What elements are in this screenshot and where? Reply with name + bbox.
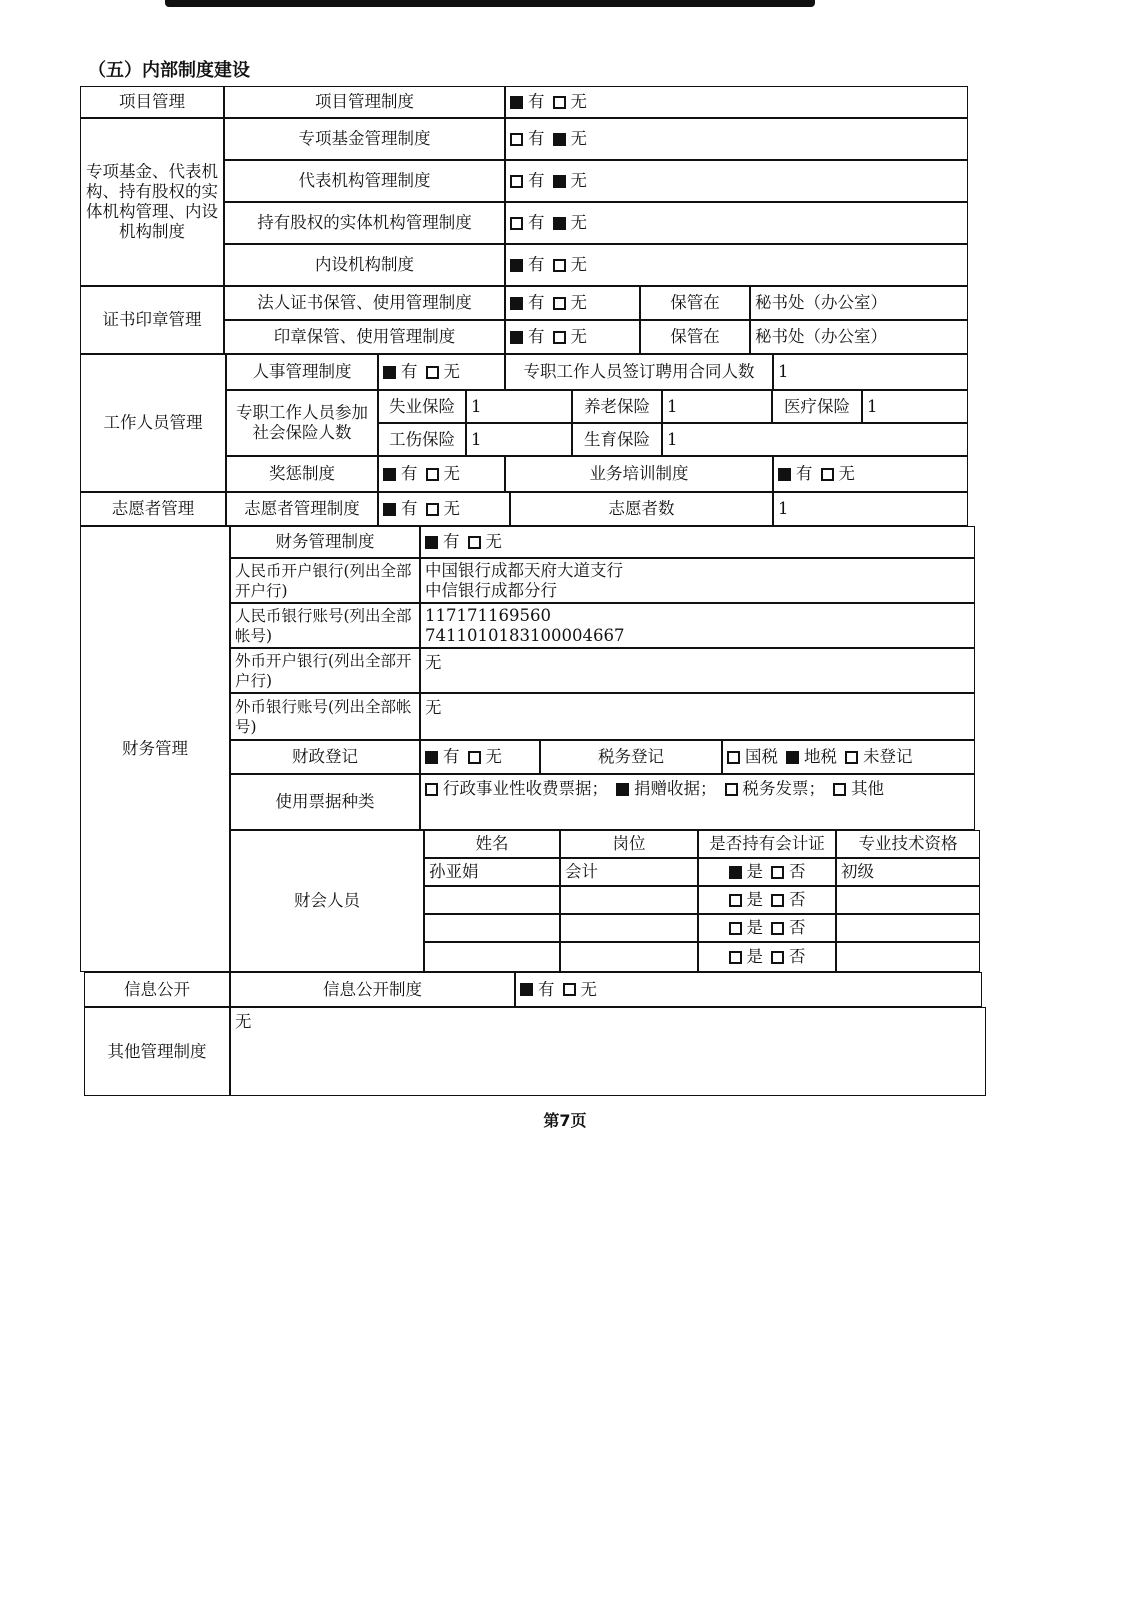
medical-value: 1: [862, 390, 968, 423]
receipt-type: [420, 774, 975, 830]
accountant-post: [560, 886, 698, 914]
category-seal: 证书印章管理: [80, 286, 224, 354]
category-finance: 财务管理: [80, 526, 230, 972]
yes-no-choice: [510, 293, 587, 313]
medical-label: 医疗保险: [772, 390, 862, 423]
seal-row-label: 印章保管、使用管理制度: [224, 320, 505, 354]
yes-label: 有: [401, 499, 418, 518]
yes-label: 有: [528, 129, 545, 148]
yes-label: 有: [528, 213, 545, 232]
checkbox-no[interactable]: [553, 331, 566, 344]
maternity-label: 生育保险: [572, 423, 662, 456]
line-text: 中国银行成都天府大道支行: [425, 560, 623, 580]
checkbox-yes[interactable]: [383, 366, 396, 379]
yes-label: 有: [401, 464, 418, 483]
special-row-label: 持有股权的实体机构管理制度: [224, 202, 505, 244]
line-text: 中信银行成都分行: [425, 580, 557, 600]
unemployment-value: 1: [466, 390, 572, 423]
no-label: 无: [443, 464, 460, 483]
yes-label: 有: [528, 171, 545, 190]
special-row-value: [505, 118, 968, 160]
no-label: 无: [485, 532, 502, 551]
injury-label: 工伤保险: [378, 423, 466, 456]
option-label: 捐赠收据；: [634, 779, 717, 798]
special-row-label: 专项基金管理制度: [224, 118, 505, 160]
maternity-value: 1: [662, 423, 968, 456]
is-not-choice: [729, 947, 806, 967]
category-staff: 工作人员管理: [80, 354, 226, 492]
yes-no-choice: [520, 980, 597, 1000]
section-title: （五）内部制度建设: [88, 60, 250, 81]
reward-system-value: [378, 456, 505, 492]
is-label: 是: [746, 890, 763, 909]
keeper-label: 保管在: [640, 320, 750, 354]
finance-system-value: [420, 526, 975, 558]
fiscal-registration-value: [420, 740, 540, 774]
special-row-value: [505, 244, 968, 286]
finance-system-label: 财务管理制度: [230, 526, 420, 558]
fx-account-label: 外币银行账号(列出全部帐号): [230, 693, 420, 740]
checkbox-option[interactable]: [786, 751, 799, 764]
special-row-label: 内设机构制度: [224, 244, 505, 286]
volunteer-count-value: 1: [773, 492, 968, 526]
special-row-label: 代表机构管理制度: [224, 160, 505, 202]
checkbox-no[interactable]: [553, 259, 566, 272]
certificate-choice: [698, 914, 836, 942]
is-not-choice: [729, 918, 806, 938]
rmb-account-list: [420, 603, 975, 648]
checkbox-no[interactable]: [468, 536, 481, 549]
is-not-choice: [729, 862, 806, 882]
volunteer-system-label: 志愿者管理制度: [226, 492, 378, 526]
accountant-name: [424, 914, 560, 942]
tax-registration-options: [727, 747, 913, 767]
yes-no-choice: [510, 92, 587, 112]
accountant-qualification: [836, 942, 980, 972]
certificate-choice: [698, 886, 836, 914]
option-label: 地税: [804, 747, 837, 766]
no-label: 无: [570, 327, 587, 346]
category-disclosure: 信息公开: [84, 972, 230, 1007]
checkbox-yes[interactable]: [510, 259, 523, 272]
no-label: 无: [570, 129, 587, 148]
project-system-value: [505, 86, 968, 118]
receipt-type-options: [425, 779, 884, 799]
checkbox-no[interactable]: [553, 297, 566, 310]
accountant-name: [424, 886, 560, 914]
is-label: 是: [746, 947, 763, 966]
special-row-value: [505, 202, 968, 244]
not-label: 否: [789, 947, 806, 966]
checkbox-no[interactable]: [553, 96, 566, 109]
category-special: 专项基金、代表机构、持有股权的实体机构管理、内设机构制度: [80, 118, 224, 286]
no-label: 无: [570, 171, 587, 190]
insurance-label: 专职工作人员参加社会保险人数: [226, 390, 378, 456]
yes-label: 有: [538, 979, 555, 999]
accountant-post: [560, 942, 698, 972]
checkbox-yes[interactable]: [510, 133, 523, 146]
checkbox-yes[interactable]: [510, 175, 523, 188]
not-label: 否: [789, 918, 806, 937]
no-label: 无: [485, 747, 502, 766]
receipt-type-label: 使用票据种类: [230, 774, 420, 830]
yes-no-choice: [383, 499, 460, 519]
volunteer-count-label: 志愿者数: [510, 492, 773, 526]
training-system-label: 业务培训制度: [505, 456, 773, 492]
certificate-choice: [698, 858, 836, 886]
no-label: 无: [570, 92, 587, 111]
yes-label: 有: [443, 747, 460, 766]
checkbox-no[interactable]: [426, 366, 439, 379]
checkbox-yes[interactable]: [510, 96, 523, 109]
checkbox-not[interactable]: [771, 866, 784, 879]
unemployment-label: 失业保险: [378, 390, 466, 423]
not-label: 否: [789, 890, 806, 909]
reward-system-label: 奖惩制度: [226, 456, 378, 492]
option-label: 未登记: [863, 747, 913, 766]
yes-no-choice: [425, 532, 502, 552]
checkbox-no[interactable]: [563, 983, 576, 996]
keeper-value: 秘书处（办公室）: [750, 286, 968, 320]
checkbox-yes[interactable]: [510, 331, 523, 344]
yes-label: 有: [443, 532, 460, 551]
project-system-label: 项目管理制度: [224, 86, 505, 118]
yes-no-choice: [425, 747, 502, 767]
special-row-value: [505, 160, 968, 202]
checkbox-yes[interactable]: [383, 503, 396, 516]
no-label: 无: [570, 293, 587, 312]
checkbox-yes[interactable]: [383, 468, 396, 481]
yes-no-choice: [510, 255, 587, 275]
scan-edge-mark: [165, 0, 815, 7]
keeper-label: 保管在: [640, 286, 750, 320]
accountant-name: 孙亚娟: [424, 858, 560, 886]
disclosure-system-label: 信息公开制度: [230, 972, 515, 1007]
checkbox-is[interactable]: [729, 951, 742, 964]
no-label: 无: [580, 979, 597, 999]
rmb-bank-list: [420, 558, 975, 603]
fx-account-value: 无: [420, 693, 975, 740]
training-system-value: [773, 456, 968, 492]
checkbox-option[interactable]: [727, 751, 740, 764]
option-label: 国税: [745, 747, 778, 766]
seal-row-value: [505, 320, 640, 354]
yes-no-choice: [510, 213, 587, 233]
is-not-choice: [729, 890, 806, 910]
is-label: 是: [746, 862, 763, 881]
checkbox-yes[interactable]: [778, 468, 791, 481]
checkbox-is[interactable]: [729, 866, 742, 879]
checkbox-option[interactable]: [833, 783, 846, 796]
checkbox-not[interactable]: [771, 894, 784, 907]
no-label: 无: [838, 464, 855, 483]
no-label: 无: [443, 362, 460, 381]
yes-label: 有: [528, 293, 545, 312]
category-project: 项目管理: [80, 86, 224, 118]
accountant-header: 姓名: [424, 830, 560, 858]
yes-no-choice: [510, 129, 587, 149]
checkbox-no[interactable]: [426, 468, 439, 481]
checkbox-option[interactable]: [425, 783, 438, 796]
tax-registration: [722, 740, 975, 774]
is-label: 是: [746, 918, 763, 937]
accountant-qualification: 初级: [836, 858, 980, 886]
hr-system-value: [378, 354, 505, 390]
accountant-header: 岗位: [560, 830, 698, 858]
tax-registration-label: 税务登记: [540, 740, 722, 774]
not-label: 否: [789, 862, 806, 881]
no-label: 无: [570, 255, 587, 274]
accountant-header: 专业技术资格: [836, 830, 980, 858]
other-system-value: 无: [230, 1007, 986, 1096]
checkbox-not[interactable]: [771, 951, 784, 964]
line-text: 117171169560: [425, 605, 551, 625]
checkbox-no[interactable]: [553, 217, 566, 230]
checkbox-yes[interactable]: [425, 536, 438, 549]
checkbox-is[interactable]: [729, 922, 742, 935]
accountant-post: [560, 914, 698, 942]
seal-row-label: 法人证书保管、使用管理制度: [224, 286, 505, 320]
accountant-qualification: [836, 914, 980, 942]
category-other: 其他管理制度: [84, 1007, 230, 1096]
accountant-name: [424, 942, 560, 972]
yes-no-choice: [510, 327, 587, 347]
checkbox-option[interactable]: [845, 751, 858, 764]
option-label: 行政事业性收费票据；: [443, 779, 608, 798]
category-volunteer: 志愿者管理: [80, 492, 226, 526]
yes-label: 有: [528, 327, 545, 346]
checkbox-is[interactable]: [729, 894, 742, 907]
fiscal-registration-label: 财政登记: [230, 740, 420, 774]
checkbox-option[interactable]: [616, 783, 629, 796]
checkbox-option[interactable]: [725, 783, 738, 796]
fx-bank-label: 外币开户银行(列出全部开户行): [230, 648, 420, 693]
yes-no-choice: [510, 171, 587, 191]
checkbox-yes[interactable]: [510, 217, 523, 230]
seal-row-value: [505, 286, 640, 320]
injury-value: 1: [466, 423, 572, 456]
checkbox-no[interactable]: [553, 175, 566, 188]
no-label: 无: [443, 499, 460, 518]
checkbox-yes[interactable]: [510, 297, 523, 310]
rmb-account-label: 人民币银行账号(列出全部帐号): [230, 603, 420, 648]
line-text: 7411010183100004667: [425, 625, 625, 645]
yes-label: 有: [528, 92, 545, 111]
accountant-label: 财会人员: [230, 830, 424, 972]
contract-count-value: 1: [773, 354, 968, 390]
checkbox-no[interactable]: [553, 133, 566, 146]
accountant-header: 是否持有会计证: [698, 830, 836, 858]
certificate-choice: [698, 942, 836, 972]
checkbox-no[interactable]: [426, 503, 439, 516]
option-label: 税务发票；: [742, 779, 825, 798]
yes-no-choice: [778, 464, 855, 484]
checkbox-not[interactable]: [771, 922, 784, 935]
contract-count-label: 专职工作人员签订聘用合同人数: [505, 354, 773, 390]
keeper-value: 秘书处（办公室）: [750, 320, 968, 354]
accountant-post: 会计: [560, 858, 698, 886]
yes-label: 有: [796, 464, 813, 483]
rmb-bank-label: 人民币开户银行(列出全部开户行): [230, 558, 420, 603]
disclosure-system-value: [515, 972, 982, 1007]
checkbox-yes[interactable]: [425, 751, 438, 764]
yes-label: 有: [401, 362, 418, 381]
accountant-qualification: [836, 886, 980, 914]
yes-label: 有: [528, 255, 545, 274]
pension-label: 养老保险: [572, 390, 662, 423]
checkbox-no[interactable]: [821, 468, 834, 481]
pension-value: 1: [662, 390, 772, 423]
yes-no-choice: [383, 362, 460, 382]
no-label: 无: [570, 213, 587, 232]
checkbox-no[interactable]: [468, 751, 481, 764]
hr-system-label: 人事管理制度: [226, 354, 378, 390]
checkbox-yes[interactable]: [520, 983, 533, 996]
volunteer-system-value: [378, 492, 510, 526]
option-label: 其他: [851, 779, 884, 798]
yes-no-choice: [383, 464, 460, 484]
page-number: 第7页: [543, 1111, 587, 1130]
fx-bank-value: 无: [420, 648, 975, 693]
